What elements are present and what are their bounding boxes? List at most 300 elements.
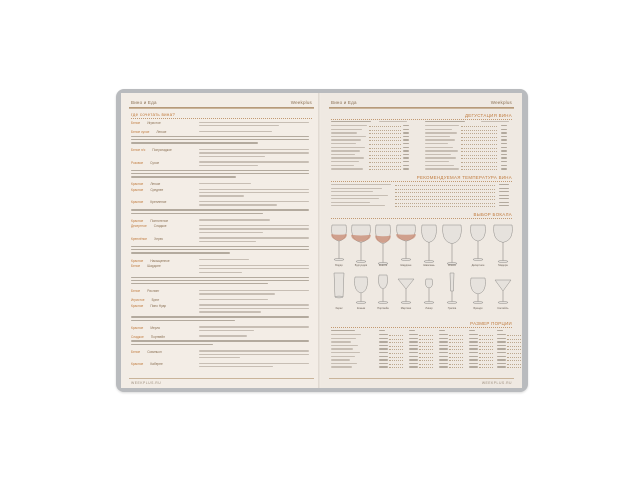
- text-line: [409, 356, 418, 357]
- text-line: [331, 341, 351, 342]
- text-line: [379, 345, 388, 346]
- text-line: [331, 150, 360, 151]
- text-line: [331, 363, 357, 364]
- text-line: [331, 129, 362, 130]
- text-line: [131, 246, 309, 247]
- leader-dots: [449, 349, 463, 350]
- text-line: [331, 352, 360, 353]
- leader-dots: [461, 137, 497, 138]
- pairing-row-label: [131, 304, 166, 308]
- pairing-wine-style: Пино Нуар: [150, 303, 167, 308]
- text-line: [331, 188, 382, 189]
- text-line: [199, 308, 309, 309]
- text-line: [331, 334, 361, 335]
- pairing-wine-style: Шардоне: [147, 264, 161, 269]
- text-line: [199, 335, 247, 336]
- leader-dots: [479, 346, 493, 347]
- text-line: [331, 359, 350, 360]
- portions-title: РАЗМЕР ПОРЦИИ: [470, 321, 512, 326]
- text-line: [499, 205, 509, 206]
- text-line: [131, 340, 309, 341]
- leader-dots: [419, 357, 433, 358]
- pairing-wine-style: Насыщенное: [150, 258, 170, 263]
- text-line: [501, 136, 507, 137]
- text-line: [425, 161, 449, 162]
- pairing-wine-style: Каберне: [150, 362, 163, 366]
- text-line: [131, 173, 309, 174]
- text-line: [501, 129, 507, 130]
- pairing-wine-type: Красное: [131, 303, 144, 308]
- text-line: [439, 330, 445, 331]
- leader-dots: [389, 349, 403, 350]
- text-line: [331, 121, 371, 122]
- pairing-wine-style: Игристое: [147, 121, 161, 125]
- leader-dots: [507, 335, 521, 336]
- leader-dots: [389, 342, 403, 343]
- wine-glass-icon: [422, 225, 437, 263]
- text-line: [403, 150, 409, 151]
- glass-label: Шампань: [423, 264, 435, 267]
- left-footer: WEEKPLUS.RU: [131, 381, 162, 385]
- text-line: [497, 338, 506, 339]
- text-line: [403, 147, 409, 148]
- glass-icon: [378, 275, 388, 304]
- glass-label: Граппа: [447, 307, 457, 310]
- glass-label: Портвейн: [377, 307, 389, 310]
- text-line: [199, 259, 249, 260]
- wine-glass-icon: [375, 225, 391, 265]
- pairing-row-label: [131, 264, 161, 268]
- text-line: [199, 195, 244, 196]
- text-line: [409, 359, 418, 360]
- text-line: [331, 330, 355, 331]
- pairing-wine-style: Рислинг: [147, 289, 160, 294]
- text-line: [469, 359, 478, 360]
- leader-dots: [507, 364, 521, 365]
- text-line: [501, 161, 507, 162]
- text-line: [131, 320, 235, 321]
- leader-dots: [389, 335, 403, 336]
- text-line: [199, 228, 309, 229]
- left-page: [121, 93, 322, 388]
- leader-dots: [461, 158, 497, 159]
- leader-dots: [369, 140, 401, 141]
- leader-dots: [395, 196, 495, 197]
- text-line: [131, 283, 268, 284]
- leader-dots: [479, 357, 493, 358]
- pairing-wine-type: Розовое: [131, 160, 144, 165]
- text-line: [199, 161, 309, 162]
- text-line: [497, 356, 506, 357]
- text-line: [131, 316, 309, 317]
- text-line: [379, 363, 388, 364]
- glass-label: Мадера: [498, 264, 508, 267]
- leader-dots: [507, 349, 521, 350]
- text-line: [469, 352, 478, 353]
- text-line: [131, 344, 213, 345]
- temperature-title: РЕКОМЕНДУЕМАЯ ТЕМПЕРАТУРА ВИНА: [416, 175, 512, 180]
- text-line: [425, 154, 451, 155]
- text-line: [199, 149, 309, 150]
- leader-dots: [461, 166, 497, 167]
- text-line: [409, 352, 418, 353]
- text-line: [199, 330, 254, 331]
- left-section-title: где сочетать вина?: [131, 112, 176, 117]
- text-line: [131, 252, 230, 253]
- leader-dots: [389, 367, 403, 368]
- text-line: [199, 366, 273, 367]
- text-line: [425, 165, 454, 166]
- text-line: [199, 265, 309, 266]
- pairing-wine-style: Сухое: [150, 160, 160, 165]
- wine-glass-icon: [396, 225, 416, 261]
- temperature-rule: [331, 181, 512, 182]
- text-line: [331, 161, 359, 162]
- text-line: [501, 125, 507, 126]
- glass-label: Бордо: [335, 264, 343, 267]
- text-line: [499, 202, 509, 203]
- text-line: [409, 366, 418, 367]
- pairing-wine-type: Красное: [131, 325, 144, 330]
- text-line: [439, 359, 448, 360]
- leader-dots: [389, 353, 403, 354]
- leader-dots: [389, 364, 403, 365]
- text-line: [331, 139, 361, 140]
- leader-dots: [479, 335, 493, 336]
- leader-dots: [479, 367, 493, 368]
- text-line: [199, 219, 270, 220]
- text-line: [331, 147, 365, 148]
- wine-glass-icon: [351, 225, 371, 263]
- leader-dots: [461, 140, 497, 141]
- text-line: [499, 198, 509, 199]
- text-line: [403, 129, 409, 130]
- text-line: [403, 168, 409, 169]
- leader-dots: [507, 367, 521, 368]
- pairing-wine-style: Брют: [151, 298, 160, 303]
- leader-dots: [389, 339, 403, 340]
- text-line: [425, 168, 459, 169]
- leader-dots: [507, 342, 521, 343]
- text-line: [379, 330, 385, 331]
- text-line: [379, 338, 388, 339]
- text-line: [501, 168, 507, 169]
- pairing-row-label: [131, 335, 165, 339]
- text-line: [439, 341, 448, 342]
- text-line: [497, 366, 506, 367]
- text-line: [425, 132, 457, 133]
- leader-dots: [395, 206, 495, 207]
- leader-dots: [461, 126, 497, 127]
- right-footer-rule: [329, 378, 514, 379]
- pairing-wine-type: Белое: [131, 349, 141, 354]
- text-line: [409, 363, 418, 364]
- glass-label: Ликер: [425, 307, 433, 310]
- text-line: [131, 139, 309, 140]
- leader-dots: [461, 144, 497, 145]
- text-line: [331, 345, 358, 346]
- pairing-row-label: [131, 259, 170, 263]
- text-line: [497, 348, 506, 349]
- leader-dots: [461, 169, 497, 170]
- text-line: [403, 165, 409, 166]
- text-line: [425, 136, 450, 137]
- leader-dots: [449, 357, 463, 358]
- text-line: [403, 136, 409, 137]
- text-line: [379, 352, 388, 353]
- text-line: [501, 154, 507, 155]
- text-line: [497, 341, 506, 342]
- text-line: [425, 157, 456, 158]
- leader-dots: [507, 357, 521, 358]
- leader-dots: [389, 360, 403, 361]
- text-line: [199, 241, 256, 242]
- glass-icon: [447, 273, 457, 304]
- text-line: [199, 363, 309, 364]
- leader-dots: [449, 367, 463, 368]
- pairing-wine-style: Легкое: [150, 182, 161, 187]
- pairing-row-label: [131, 121, 161, 125]
- text-line: [131, 136, 309, 137]
- text-line: [199, 165, 258, 166]
- text-line: [131, 142, 258, 143]
- pairing-wine-type: Десертное: [131, 224, 147, 229]
- leader-dots: [461, 130, 497, 131]
- text-line: [409, 345, 418, 346]
- pairing-row-label: [131, 200, 166, 204]
- pairing-wine-style: Легкое: [156, 130, 167, 134]
- pairing-wine-type: Красное: [131, 200, 144, 205]
- text-line: [409, 341, 418, 342]
- pairing-row-label: [131, 298, 159, 302]
- pairing-wine-style: Среднее: [150, 188, 164, 192]
- leader-dots: [369, 148, 401, 149]
- text-line: [199, 204, 277, 205]
- leader-dots: [395, 185, 495, 186]
- pairing-wine-style: Херес: [154, 236, 164, 241]
- glass-label: Флюте: [448, 264, 456, 267]
- pairing-wine-type: Красное: [131, 258, 144, 263]
- wine-glass-icon: [471, 225, 486, 261]
- text-line: [409, 330, 415, 331]
- pairing-row-label: [131, 326, 160, 330]
- text-line: [469, 356, 478, 357]
- text-line: [199, 311, 261, 312]
- text-line: [469, 345, 478, 346]
- text-line: [425, 143, 448, 144]
- leader-dots: [479, 360, 493, 361]
- pairing-row-label: [131, 237, 163, 241]
- text-line: [425, 139, 455, 140]
- glass-label: Кьянти: [378, 264, 388, 267]
- pairing-wine-style: Совиньон: [147, 349, 162, 354]
- text-line: [425, 150, 458, 151]
- leader-dots: [419, 360, 433, 361]
- leader-dots: [479, 364, 493, 365]
- text-line: [403, 157, 409, 158]
- leader-dots: [369, 144, 401, 145]
- pairing-wine-style: Полусладкое: [152, 148, 172, 153]
- text-line: [469, 338, 478, 339]
- text-line: [331, 195, 388, 196]
- text-line: [497, 359, 506, 360]
- text-line: [379, 334, 388, 335]
- text-line: [497, 345, 506, 346]
- pairing-wine-type: Белое сухое: [131, 130, 150, 134]
- pairing-wine-type: Белое: [131, 264, 141, 269]
- leader-dots: [419, 335, 433, 336]
- text-line: [331, 191, 373, 192]
- text-line: [199, 237, 309, 238]
- pairing-wine-style: Крепленое: [150, 200, 167, 205]
- leader-dots: [369, 158, 401, 159]
- text-line: [425, 129, 452, 130]
- leader-dots: [369, 133, 401, 134]
- right-page: [321, 93, 522, 388]
- glass-label: Бургундия: [354, 264, 368, 267]
- leader-dots: [449, 353, 463, 354]
- text-line: [199, 225, 309, 226]
- text-line: [497, 352, 506, 353]
- text-line: [199, 268, 309, 269]
- text-line: [199, 189, 309, 190]
- wine-glass-icon: [331, 225, 347, 261]
- text-line: [425, 147, 453, 148]
- pairing-wine-type: Игристое: [131, 298, 145, 303]
- text-line: [403, 161, 409, 162]
- text-line: [469, 341, 478, 342]
- text-line: [331, 205, 385, 206]
- left-header-title: Вино и Еда: [131, 100, 157, 105]
- text-line: [499, 184, 509, 185]
- leader-dots: [449, 339, 463, 340]
- leader-dots: [419, 349, 433, 350]
- right-footer: WEEKPLUS.RU: [481, 381, 512, 385]
- leader-dots: [419, 364, 433, 365]
- right-header-title: Вино и Еда: [331, 100, 357, 105]
- text-line: [199, 272, 242, 273]
- text-line: [331, 165, 354, 166]
- leader-dots: [369, 162, 401, 163]
- leader-dots: [479, 349, 493, 350]
- pairing-row-label: [131, 182, 160, 186]
- leader-dots: [369, 137, 401, 138]
- text-line: [501, 147, 507, 148]
- leader-dots: [449, 360, 463, 361]
- leader-dots: [419, 353, 433, 354]
- leader-dots: [395, 189, 495, 190]
- leader-dots: [389, 346, 403, 347]
- text-line: [199, 192, 309, 193]
- leader-dots: [419, 367, 433, 368]
- pairing-wine-type: Красное: [131, 188, 144, 192]
- text-line: [199, 357, 240, 358]
- vintage-title: ДЕГУСТАЦИЯ ВИНА: [464, 113, 512, 118]
- leader-dots: [369, 166, 401, 167]
- text-line: [403, 139, 409, 140]
- glass-icon: [355, 277, 368, 304]
- text-line: [501, 132, 507, 133]
- pairing-wine-style: Портвейн: [150, 334, 165, 339]
- text-line: [439, 334, 448, 335]
- text-line: [403, 132, 409, 133]
- glass-label: Десертное: [471, 264, 485, 267]
- leader-dots: [461, 151, 497, 152]
- text-line: [501, 157, 507, 158]
- leader-dots: [369, 126, 401, 127]
- text-line: [497, 363, 506, 364]
- leader-dots: [419, 339, 433, 340]
- pairing-row-label: [131, 148, 172, 152]
- text-line: [199, 350, 309, 351]
- leader-dots: [507, 346, 521, 347]
- text-line: [439, 366, 448, 367]
- text-line: [331, 366, 352, 367]
- leader-dots: [461, 133, 497, 134]
- text-line: [481, 121, 509, 122]
- text-line: [331, 132, 357, 133]
- pairing-row-label: [131, 219, 168, 223]
- text-line: [131, 280, 309, 281]
- pairing-row-label: [131, 289, 159, 293]
- text-line: [331, 202, 370, 203]
- text-line: [439, 338, 448, 339]
- glass-icon: [334, 273, 344, 298]
- leader-dots: [507, 360, 521, 361]
- leader-dots: [449, 364, 463, 365]
- text-line: [131, 213, 263, 214]
- text-line: [379, 366, 388, 367]
- text-line: [199, 326, 309, 327]
- text-line: [331, 184, 391, 185]
- pairing-wine-style: Мерло: [150, 325, 161, 330]
- pairing-wine-type: Белое: [131, 121, 141, 125]
- left-footer-rule: [129, 378, 314, 379]
- leader-dots: [369, 169, 401, 170]
- glass-icon: [471, 278, 486, 304]
- text-line: [501, 139, 507, 140]
- text-line: [403, 143, 409, 144]
- wine-glass-icon: [443, 225, 462, 265]
- leader-dots: [449, 342, 463, 343]
- text-line: [199, 183, 251, 184]
- leader-dots: [449, 335, 463, 336]
- text-line: [199, 232, 263, 233]
- pairing-wine-type: Красное: [131, 362, 144, 366]
- text-line: [331, 125, 367, 126]
- text-line: [403, 154, 409, 155]
- text-line: [499, 191, 509, 192]
- text-line: [331, 198, 379, 199]
- text-line: [379, 356, 388, 357]
- text-line: [501, 165, 507, 166]
- text-line: [499, 188, 509, 189]
- text-line: [425, 125, 459, 126]
- text-line: [199, 293, 275, 294]
- pairing-wine-type: Красное: [131, 218, 144, 223]
- glass-icon: [398, 279, 414, 304]
- text-line: [469, 334, 478, 335]
- text-line: [131, 277, 309, 278]
- text-line: [469, 363, 478, 364]
- text-line: [199, 131, 272, 132]
- glass-label: Мартини: [400, 307, 412, 310]
- glass-label: Херес: [335, 307, 343, 310]
- pairing-wine-type: Белое п/с: [131, 148, 146, 153]
- text-line: [469, 366, 478, 367]
- text-line: [331, 168, 363, 169]
- text-line: [199, 156, 265, 157]
